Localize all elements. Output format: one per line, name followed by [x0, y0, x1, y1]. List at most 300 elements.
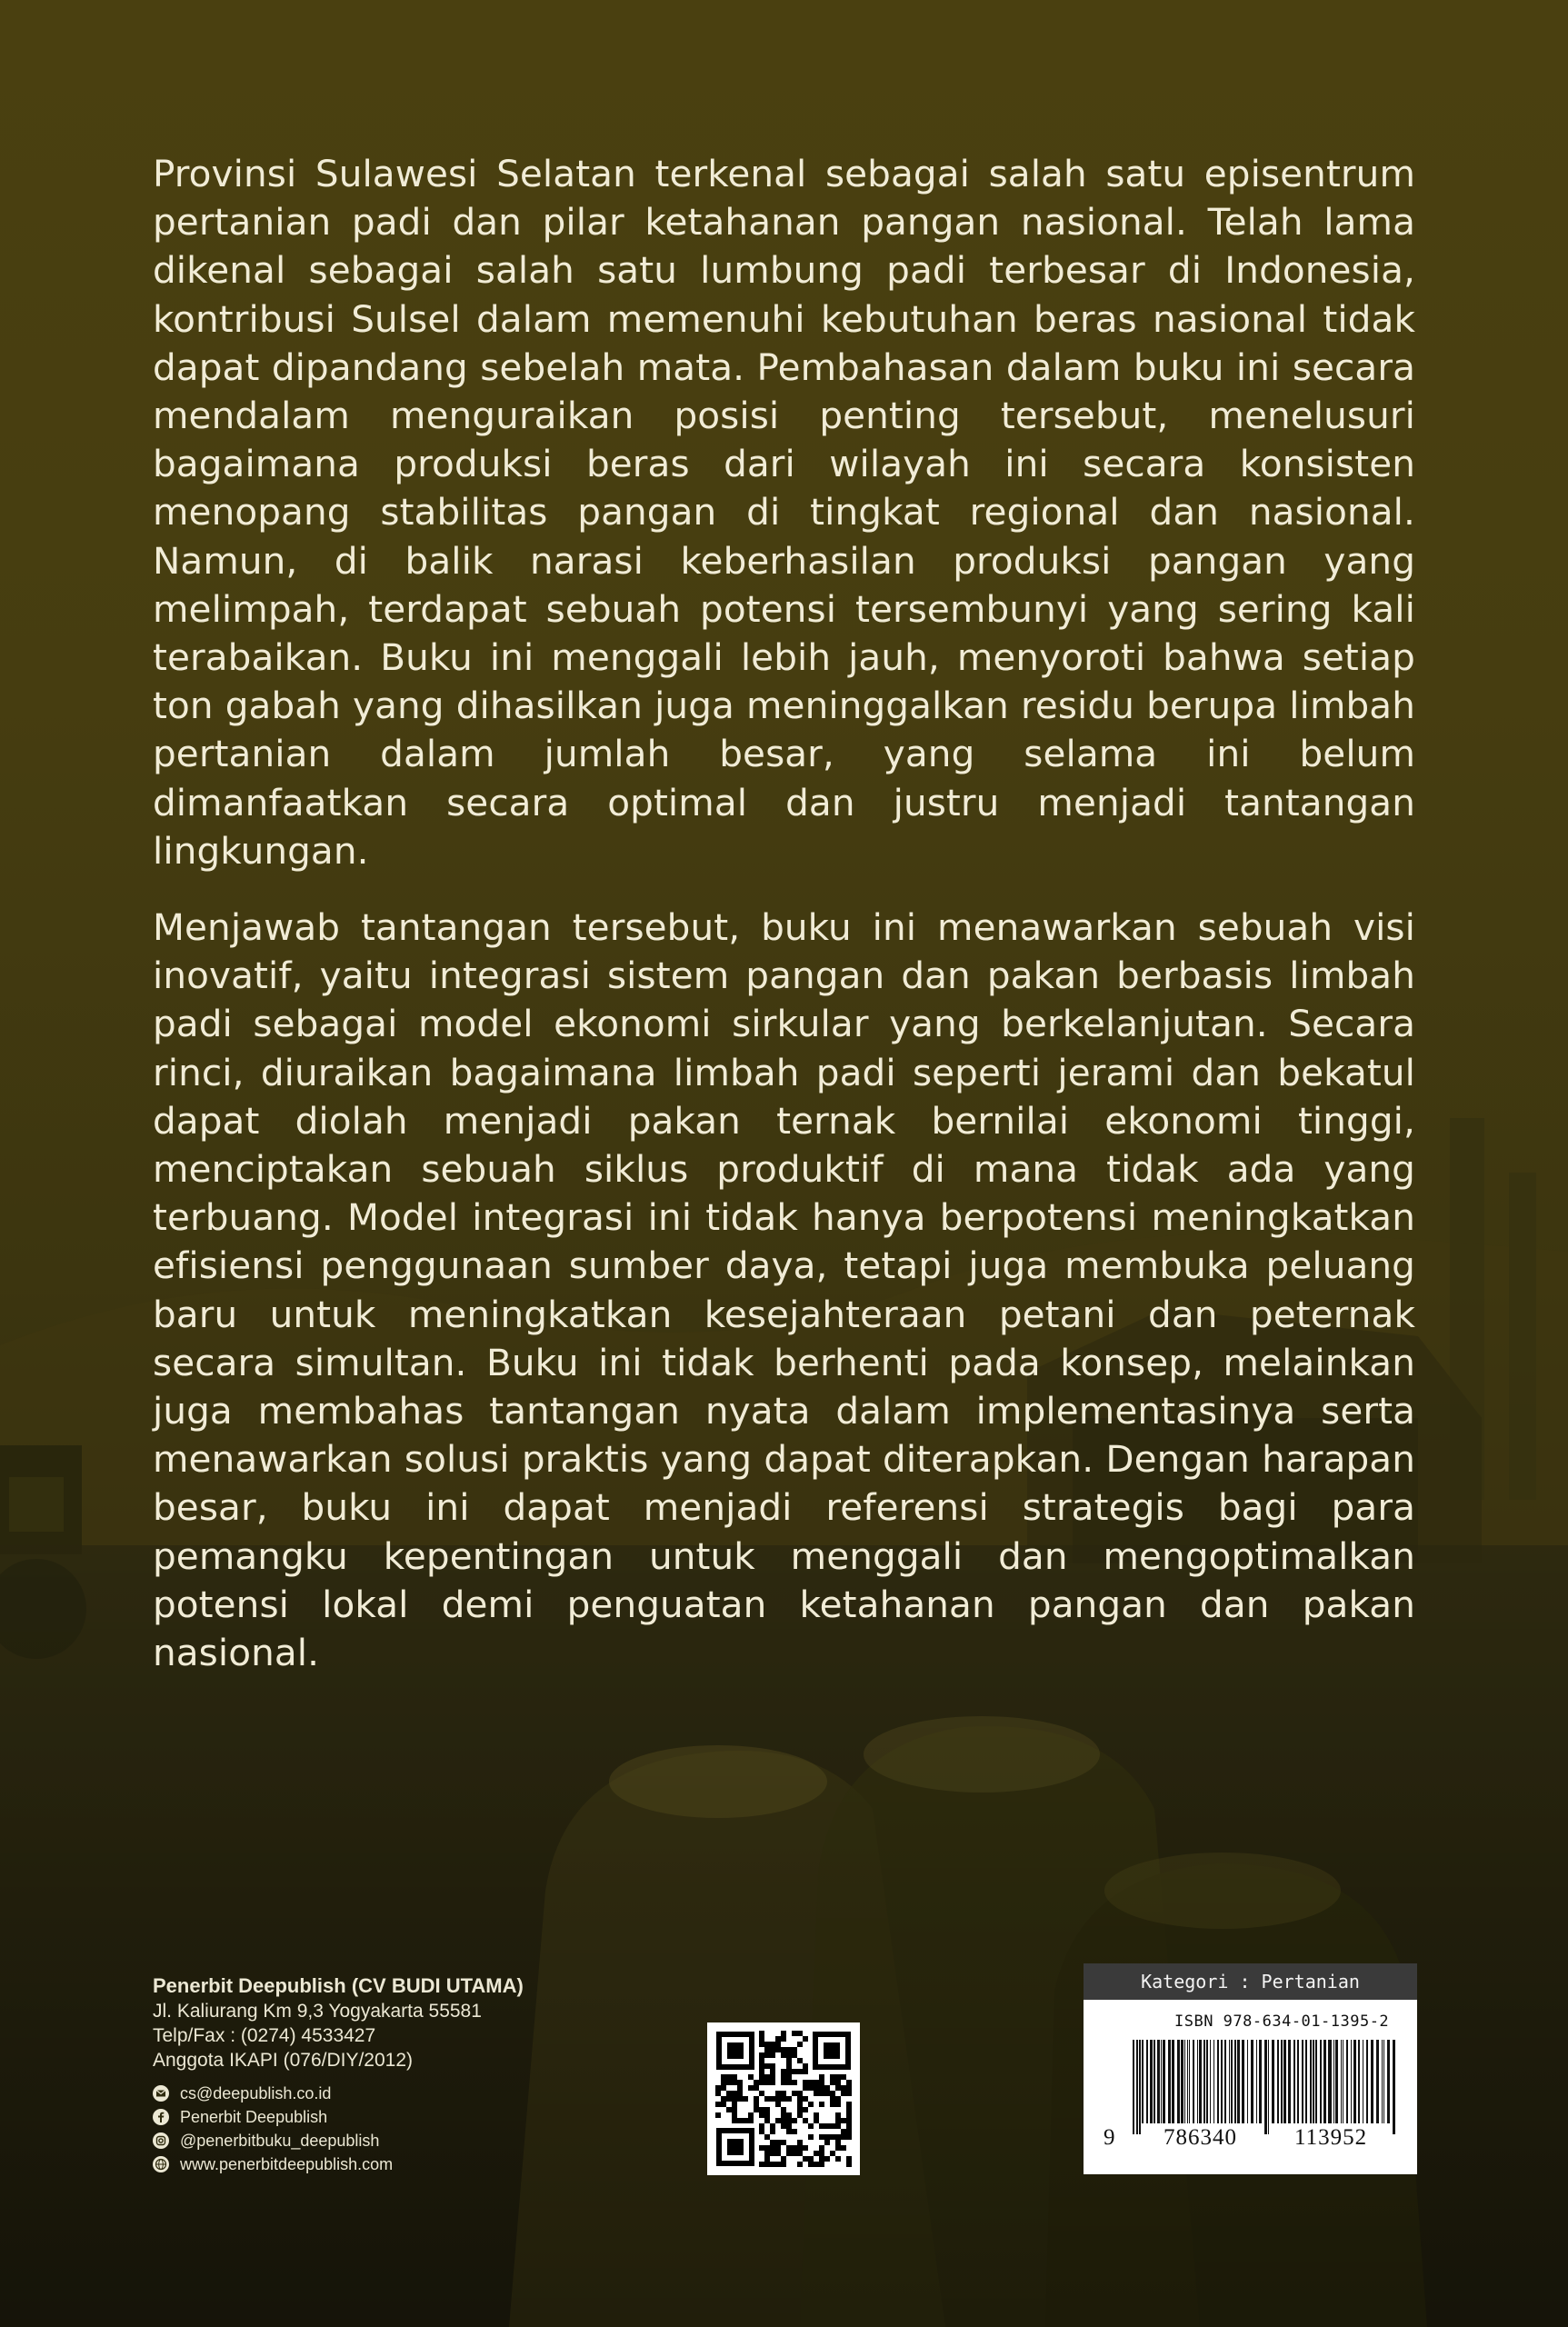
qr-module	[803, 2080, 808, 2085]
email-icon	[153, 2085, 169, 2102]
qr-module	[786, 2063, 792, 2069]
barcode-bar	[1133, 2040, 1134, 2134]
qr-module	[770, 2047, 775, 2052]
qr-module	[775, 2091, 781, 2096]
qr-module	[726, 2091, 732, 2096]
barcode-bar	[1172, 2040, 1174, 2123]
qr-module	[770, 2151, 775, 2156]
barcode-bar	[1168, 2040, 1171, 2123]
qr-module	[786, 2052, 792, 2058]
qr-module	[786, 2069, 792, 2074]
qr-module	[846, 2112, 852, 2118]
qr-module	[808, 2156, 814, 2162]
barcode-bar	[1320, 2040, 1322, 2123]
qr-module	[814, 2091, 819, 2096]
contact-website-text: www.penerbitdeepublish.com	[180, 2155, 394, 2173]
qr-module	[846, 2162, 852, 2167]
qr-module	[792, 2069, 797, 2074]
qr-module	[781, 2036, 786, 2042]
qr-module	[797, 2058, 803, 2063]
qr-module	[830, 2091, 835, 2096]
qr-module	[721, 2096, 726, 2102]
barcode-bar	[1193, 2040, 1194, 2123]
contact-facebook	[153, 2105, 625, 2129]
barcode-bar	[1371, 2040, 1373, 2123]
qr-module	[786, 2118, 792, 2123]
qr-module	[764, 2074, 770, 2080]
qr-module	[732, 2102, 737, 2107]
qr-module	[808, 2162, 814, 2167]
barcode-bar	[1335, 2040, 1338, 2123]
barcode-bar	[1181, 2040, 1183, 2123]
barcode-bar	[1157, 2040, 1160, 2123]
qr-module	[764, 2063, 770, 2069]
barcode-bar	[1328, 2040, 1332, 2123]
qr-module	[808, 2080, 814, 2085]
qr-module	[797, 2096, 803, 2102]
qr-module	[835, 2085, 841, 2091]
qr-module	[781, 2047, 786, 2052]
qr-module	[803, 2118, 808, 2123]
blurb-paragraph-1: Provinsi Sulawesi Selatan terkenal sebagai salah satu episentrum pertanian padi dan pilar ketahanan pangan nasional. Telah lama dikenal sebagai salah satu lumbung padi terbesar di Indonesia, kontribusi Sulsel dalam memenuhi kebutuhan beras nasional tidak dapat dipandang sebelah mata. Pembahasan dalam buku ini secara mendalam menguraikan posisi penting tersebut, menelusuri bagaimana produksi beras dari wilayah ini secara konsisten menopang stabilitas pangan di tingkat regional dan nasional. Namun, di balik narasi keberhasilan produksi pangan yang melimpah, terdapat sebuah potensi tersembunyi yang sering kali terabaikan. Buku ini menggali lebih jauh, menyoroti bahwa setiap ton gabah yang dihasilkan juga meninggalkan residu berupa limbah pertanian dalam jumlah besar, yang selama ini belum dimanfaatkan secara optimal dan justru menjadi tantangan lingkungan.	[153, 152, 1415, 873]
qr-code	[707, 2022, 860, 2175]
barcode-bar	[1283, 2040, 1286, 2123]
barcode-bar	[1177, 2040, 1180, 2123]
barcode-bar	[1161, 2040, 1162, 2123]
barcode-bar	[1313, 2040, 1314, 2123]
qr-module	[764, 2134, 770, 2140]
barcode-bar	[1146, 2040, 1148, 2123]
qr-module	[819, 2156, 824, 2162]
barcode-bar	[1302, 2040, 1303, 2123]
barcode-bar	[1199, 2040, 1202, 2123]
qr-module	[835, 2074, 841, 2080]
barcode-bar	[1305, 2040, 1307, 2123]
qr-module	[797, 2069, 803, 2074]
qr-module	[770, 2069, 775, 2074]
barcode-bar	[1163, 2040, 1165, 2123]
qr-module	[830, 2123, 835, 2129]
barcode-bar	[1154, 2040, 1155, 2123]
qr-module	[819, 2162, 824, 2167]
qr-module	[814, 2080, 819, 2085]
qr-module	[721, 2074, 726, 2080]
qr-module	[764, 2145, 770, 2151]
qr-module	[726, 2096, 732, 2102]
qr-module	[803, 2107, 808, 2112]
qr-module	[770, 2096, 775, 2102]
qr-module	[814, 2162, 819, 2167]
qr-module	[781, 2112, 786, 2118]
barcode-bar	[1315, 2040, 1317, 2123]
qr-module	[803, 2063, 808, 2069]
qr-module	[759, 2123, 764, 2129]
barcode-bar	[1353, 2040, 1356, 2123]
barcode-bar	[1358, 2040, 1360, 2123]
publisher-name: Penerbit Deepublish (CV BUDI UTAMA)	[153, 1974, 524, 1997]
qr-module	[841, 2145, 846, 2151]
qr-module	[764, 2052, 770, 2058]
qr-module	[737, 2096, 743, 2102]
qr-module	[786, 2074, 792, 2080]
qr-module	[797, 2031, 803, 2036]
qr-module	[830, 2074, 835, 2080]
qr-module	[819, 2091, 824, 2096]
qr-module	[819, 2102, 824, 2107]
qr-module	[797, 2151, 803, 2156]
barcode-bar	[1382, 2040, 1383, 2123]
globe-icon	[153, 2156, 169, 2172]
qr-module	[721, 2080, 726, 2085]
qr-module	[841, 2074, 846, 2080]
barcode-bar	[1281, 2040, 1283, 2123]
qr-module	[732, 2074, 737, 2080]
barcode-bar	[1229, 2040, 1230, 2123]
qr-module	[830, 2102, 835, 2107]
qr-module	[819, 2145, 824, 2151]
qr-module	[808, 2123, 814, 2129]
qr-module	[754, 2080, 759, 2085]
publisher-membership: Anggota IKAPI (076/DIY/2012)	[153, 2050, 414, 2071]
qr-module	[732, 2112, 737, 2118]
qr-module	[764, 2080, 770, 2085]
qr-module	[792, 2080, 797, 2085]
blurb-paragraph-2: Menjawab tantangan tersebut, buku ini menawarkan sebuah visi inovatif, yaitu integrasi sistem pangan dan pakan berbasis limbah padi sebagai model ekonomi sirkular yang berkelanjutan. Secara rinci, diuraikan bagaimana limbah padi seperti jerami dan bekatul dapat diolah menjadi pakan ternak bernilai ekonomi tinggi, menciptakan sebuah siklus produktif di mana tidak ada yang terbuang. Model integrasi ini tidak hanya berpotensi meningkatkan efisiensi penggunaan sumber daya, tetapi juga membuka peluang baru untuk meningkatkan kesejahteraan petani dan peternak secara simultan. Buku ini tidak berhenti pada konsep, melainkan juga membahas tantangan nyata dalam implementasinya serta menawarkan solusi praktis yang dapat diterapkan. Dengan harapan besar, buku ini dapat menjadi referensi strategis bagi para pemangku kepentingan untuk menggali dan mengoptimalkan potensi lokal demi penguatan ketahanan pangan dan pakan nasional.	[153, 905, 1415, 1675]
qr-module	[835, 2123, 841, 2129]
qr-module	[835, 2145, 841, 2151]
qr-module	[781, 2107, 786, 2112]
barcode-bar	[1272, 2040, 1274, 2123]
barcode-bar	[1277, 2040, 1279, 2123]
facebook-icon	[153, 2109, 169, 2125]
qr-module	[781, 2080, 786, 2085]
qr-module	[835, 2096, 841, 2102]
qr-module	[819, 2085, 824, 2091]
barcode-bar	[1242, 2040, 1244, 2123]
qr-module	[715, 2085, 721, 2091]
qr-module	[792, 2052, 797, 2058]
barcode-bar	[1333, 2040, 1334, 2123]
qr-module	[803, 2145, 808, 2151]
qr-module	[770, 2063, 775, 2069]
barcode-digits-right: 113952	[1294, 2125, 1368, 2150]
qr-module	[803, 2036, 808, 2042]
contact-instagram-text: @penerbitbuku_deepublish	[180, 2132, 380, 2150]
qr-module	[759, 2036, 764, 2042]
qr-module	[797, 2102, 803, 2107]
qr-module	[775, 2118, 781, 2123]
qr-module	[835, 2134, 841, 2140]
qr-module	[764, 2042, 770, 2047]
qr-module	[786, 2129, 792, 2134]
barcode-bar	[1297, 2040, 1299, 2123]
qr-module	[781, 2091, 786, 2096]
qr-module	[759, 2080, 764, 2085]
qr-module	[819, 2134, 824, 2140]
instagram-icon	[153, 2132, 169, 2149]
qr-module	[764, 2118, 770, 2123]
qr-module	[781, 2140, 786, 2145]
qr-module	[846, 2134, 852, 2140]
qr-module	[748, 2118, 754, 2123]
qr-module	[748, 2085, 754, 2091]
qr-module	[781, 2156, 786, 2162]
qr-module	[770, 2162, 775, 2167]
qr-module	[792, 2129, 797, 2134]
qr-module	[781, 2123, 786, 2129]
qr-module	[764, 2162, 770, 2167]
qr-module	[786, 2080, 792, 2085]
qr-module	[814, 2151, 819, 2156]
qr-module	[770, 2145, 775, 2151]
qr-module	[819, 2074, 824, 2080]
qr-module	[786, 2112, 792, 2118]
qr-module	[781, 2052, 786, 2058]
qr-module	[737, 2091, 743, 2096]
barcode-bar	[1187, 2040, 1188, 2123]
qr-module	[759, 2145, 764, 2151]
barcode-bar	[1256, 2040, 1257, 2123]
qr-module	[732, 2096, 737, 2102]
qr-module	[846, 2118, 852, 2123]
barcode-bar	[1376, 2040, 1379, 2123]
barcode-bar	[1221, 2040, 1223, 2123]
qr-module	[721, 2102, 726, 2107]
isbn-text: ISBN 978-634-01-1395-2	[1174, 2012, 1390, 2031]
qr-module	[759, 2091, 764, 2096]
qr-module	[786, 2096, 792, 2102]
qr-module	[781, 2118, 786, 2123]
barcode-bar	[1264, 2040, 1267, 2134]
qr-module	[803, 2096, 808, 2102]
qr-module	[770, 2052, 775, 2058]
qr-module	[759, 2058, 764, 2063]
qr-module	[808, 2102, 814, 2107]
qr-module	[824, 2156, 830, 2162]
qr-module	[819, 2080, 824, 2085]
barcode-bar	[1234, 2040, 1236, 2123]
barcode-digit-first: 9	[1104, 2125, 1115, 2150]
barcode-bar	[1346, 2040, 1348, 2123]
barcode-bar	[1268, 2040, 1269, 2134]
qr-module	[786, 2151, 792, 2156]
qr-module	[792, 2091, 797, 2096]
contact-facebook-text: Penerbit Deepublish	[180, 2108, 328, 2126]
qr-module	[819, 2151, 824, 2156]
qr-module	[846, 2123, 852, 2129]
qr-module	[770, 2129, 775, 2134]
barcode-bar	[1341, 2040, 1342, 2123]
qr-module	[835, 2080, 841, 2085]
qr-module	[775, 2096, 781, 2102]
qr-module	[759, 2031, 764, 2036]
qr-module	[754, 2085, 759, 2091]
qr-module	[748, 2074, 754, 2080]
barcode-bar	[1251, 2040, 1253, 2123]
qr-module	[786, 2058, 792, 2063]
qr-module	[792, 2151, 797, 2156]
barcode-bar	[1206, 2040, 1208, 2123]
qr-module	[775, 2151, 781, 2156]
qr-module	[743, 2096, 748, 2102]
qr-module	[803, 2156, 808, 2162]
qr-module	[814, 2112, 819, 2118]
qr-module	[770, 2140, 775, 2145]
contact-email-text: cs@deepublish.co.id	[180, 2084, 332, 2102]
qr-module	[792, 2047, 797, 2052]
qr-module	[721, 2085, 726, 2091]
category-label: Kategori : Pertanian	[1084, 1963, 1417, 2000]
qr-module	[715, 2091, 721, 2096]
qr-module	[759, 2107, 764, 2112]
qr-module	[764, 2151, 770, 2156]
barcode-bar	[1210, 2040, 1211, 2123]
qr-module	[726, 2107, 732, 2112]
barcode-bar	[1139, 2040, 1141, 2134]
qr-module	[781, 2069, 786, 2074]
qr-module	[792, 2145, 797, 2151]
qr-module	[824, 2134, 830, 2140]
qr-module	[803, 2069, 808, 2074]
qr-module	[775, 2162, 781, 2167]
barcode-bar	[1366, 2040, 1368, 2123]
barcode-bar	[1237, 2040, 1240, 2123]
barcode-bar	[1184, 2040, 1185, 2123]
qr-module	[824, 2091, 830, 2096]
qr-module	[737, 2118, 743, 2123]
qr-module	[759, 2162, 764, 2167]
qr-module	[737, 2080, 743, 2085]
qr-module	[792, 2118, 797, 2123]
qr-module	[797, 2145, 803, 2151]
publisher-contacts	[153, 2082, 625, 2176]
barcode-bar	[1189, 2040, 1190, 2123]
qr-module	[830, 2096, 835, 2102]
barcode-bar	[1203, 2040, 1205, 2123]
barcode-bar	[1150, 2040, 1153, 2123]
publisher-phone: Telp/Fax : (0274) 4533427	[153, 2025, 376, 2046]
qr-module	[835, 2140, 841, 2145]
qr-module	[824, 2123, 830, 2129]
qr-module	[759, 2069, 764, 2074]
barcode-bar	[1197, 2040, 1198, 2123]
qr-module	[759, 2042, 764, 2047]
qr-module	[715, 2102, 721, 2107]
qr-module	[726, 2080, 732, 2085]
qr-module	[775, 2047, 781, 2052]
publisher-address: Jl. Kaliurang Km 9,3 Yogyakarta 55581	[153, 2001, 482, 2022]
qr-module	[732, 2080, 737, 2085]
qr-module	[759, 2063, 764, 2069]
contact-instagram	[153, 2129, 625, 2152]
qr-module	[808, 2134, 814, 2140]
barcode-digits-left: 786340	[1164, 2125, 1237, 2150]
qr-module	[835, 2156, 841, 2162]
barcode-bar	[1217, 2040, 1219, 2123]
qr-module	[846, 2156, 852, 2162]
barcode-bar	[1387, 2040, 1390, 2123]
qr-module	[764, 2047, 770, 2052]
barcode	[1084, 2000, 1417, 2174]
barcode-bar	[1247, 2040, 1248, 2123]
qr-module	[764, 2156, 770, 2162]
barcode-bar	[1231, 2040, 1233, 2123]
qr-module	[764, 2112, 770, 2118]
qr-module	[732, 2091, 737, 2096]
qr-module	[764, 2107, 770, 2112]
barcode-bar	[1142, 2040, 1144, 2123]
qr-module	[841, 2091, 846, 2096]
qr-module	[759, 2074, 764, 2080]
qr-module	[715, 2112, 721, 2118]
qr-module	[841, 2134, 846, 2140]
barcode-bar	[1213, 2040, 1214, 2123]
contact-email	[153, 2082, 625, 2105]
qr-module	[835, 2112, 841, 2118]
qr-module	[786, 2145, 792, 2151]
qr-module	[748, 2112, 754, 2118]
barcode-bar	[1393, 2040, 1395, 2134]
qr-module	[846, 2091, 852, 2096]
isbn-barcode-block	[1084, 1963, 1417, 2174]
qr-module	[764, 2096, 770, 2102]
qr-module	[781, 2074, 786, 2080]
qr-module	[759, 2112, 764, 2118]
qr-module	[770, 2080, 775, 2085]
qr-module	[797, 2112, 803, 2118]
qr-module	[797, 2042, 803, 2047]
qr-module	[797, 2140, 803, 2145]
qr-module	[743, 2118, 748, 2123]
barcode-bar	[1351, 2040, 1352, 2123]
qr-module	[835, 2118, 841, 2123]
qr-module	[824, 2085, 830, 2091]
qr-module	[846, 2085, 852, 2091]
qr-module	[781, 2162, 786, 2167]
qr-module	[846, 2107, 852, 2112]
qr-module	[797, 2091, 803, 2096]
qr-module	[786, 2047, 792, 2052]
qr-module	[786, 2123, 792, 2129]
qr-module	[775, 2140, 781, 2145]
qr-module	[797, 2107, 803, 2112]
barcode-bar	[1323, 2040, 1326, 2123]
qr-module	[819, 2123, 824, 2129]
qr-module	[754, 2102, 759, 2107]
barcode-bar	[1136, 2040, 1138, 2134]
barcode-bar	[1383, 2040, 1384, 2123]
qr-module	[841, 2118, 846, 2123]
qr-module	[808, 2085, 814, 2091]
qr-module	[781, 2031, 786, 2036]
qr-module	[759, 2052, 764, 2058]
qr-module	[846, 2102, 852, 2107]
qr-module	[759, 2129, 764, 2134]
qr-module	[846, 2129, 852, 2134]
qr-module	[814, 2085, 819, 2091]
qr-module	[775, 2145, 781, 2151]
qr-module	[830, 2134, 835, 2140]
qr-module	[775, 2036, 781, 2042]
qr-module	[754, 2096, 759, 2102]
barcode-bar	[1293, 2040, 1295, 2123]
qr-module	[830, 2080, 835, 2085]
contact-website	[153, 2152, 625, 2176]
qr-module	[814, 2118, 819, 2123]
qr-module	[841, 2085, 846, 2091]
qr-module	[770, 2074, 775, 2080]
qr-module	[737, 2085, 743, 2091]
